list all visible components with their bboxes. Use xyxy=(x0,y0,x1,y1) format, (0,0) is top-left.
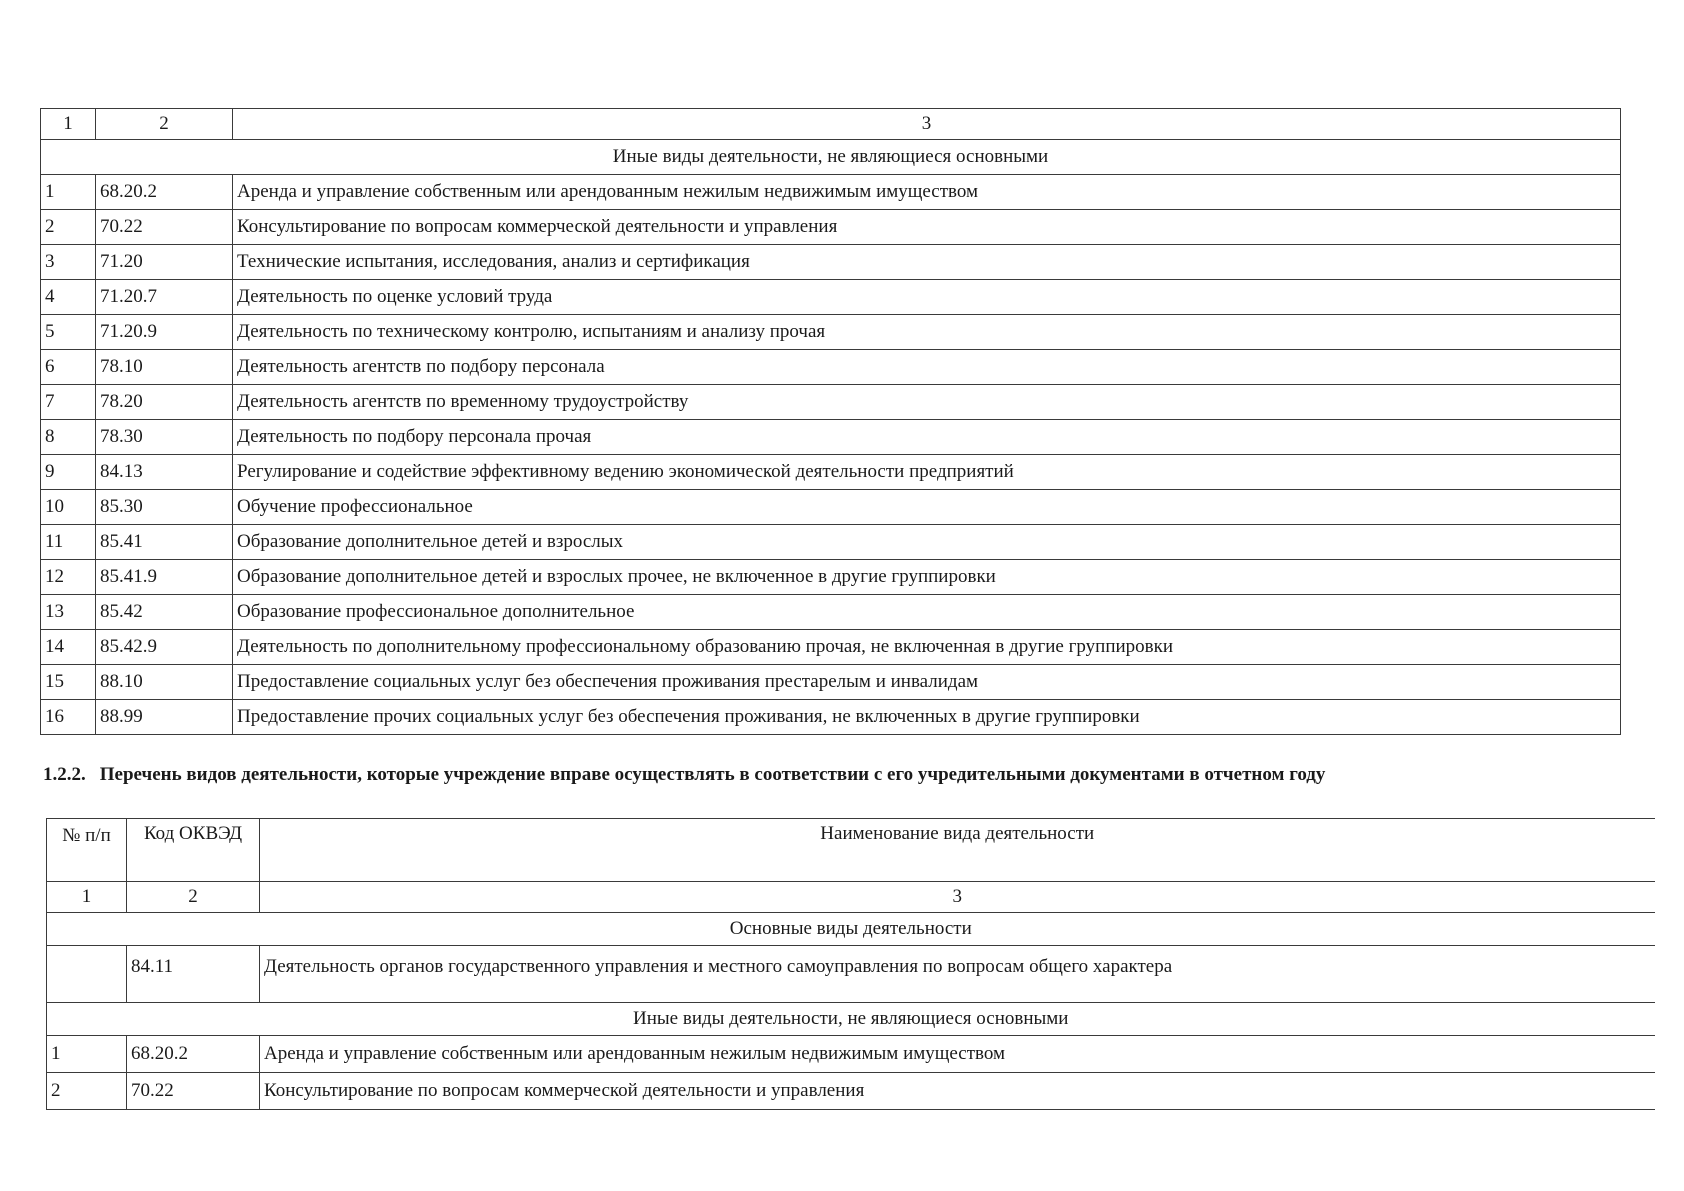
table-row xyxy=(41,245,1621,280)
row-okved-code: 78.10 xyxy=(96,350,233,385)
column-number-1: 1 xyxy=(41,109,96,140)
table-row xyxy=(41,700,1621,735)
column-number-3: 3 xyxy=(260,882,1655,913)
row-okved-code: 70.22 xyxy=(127,1073,260,1110)
section-heading xyxy=(43,764,1325,786)
row-okved-code: 85.42 xyxy=(96,595,233,630)
row-number: 6 xyxy=(41,350,96,385)
section-row-other-activities xyxy=(41,140,1621,175)
row-okved-code: 68.20.2 xyxy=(96,175,233,210)
activities-table xyxy=(46,818,1655,1110)
row-activity-name: Деятельность органов государственного управления и местного самоуправления по вопросам общего характера xyxy=(260,946,1655,1003)
row-okved-code: 78.20 xyxy=(96,385,233,420)
table-row xyxy=(47,946,1655,1003)
table-row xyxy=(41,280,1621,315)
section-title: Перечень видов деятельности, которые учреждение вправе осуществлять в соответствии с его учредительными документами в отчетном году xyxy=(99,764,1326,785)
row-number: 12 xyxy=(41,560,96,595)
table-row xyxy=(41,210,1621,245)
row-activity-name: Аренда и управление собственным или арендованным нежилым недвижимым имуществом xyxy=(233,175,1621,210)
row-activity-name: Деятельность по техническому контролю, испытаниям и анализу прочая xyxy=(233,315,1621,350)
row-number: 1 xyxy=(47,1036,127,1073)
row-number xyxy=(47,946,127,1003)
row-okved-code: 84.13 xyxy=(96,455,233,490)
head-okved-code: Код ОКВЭД xyxy=(127,819,260,882)
section-row-main-activities xyxy=(47,913,1655,946)
table-row xyxy=(41,595,1621,630)
row-activity-name: Образование профессиональное дополнительное xyxy=(233,595,1621,630)
table-row xyxy=(41,560,1621,595)
column-number-2: 2 xyxy=(96,109,233,140)
table-row xyxy=(41,420,1621,455)
head-activity-name: Наименование вида деятельности xyxy=(260,819,1655,882)
row-activity-name: Регулирование и содействие эффективному ведению экономической деятельности предприятий xyxy=(233,455,1621,490)
activities-table-continued xyxy=(40,108,1621,735)
row-okved-code: 71.20.7 xyxy=(96,280,233,315)
section-title-other-activities: Иные виды деятельности, не являющиеся основными xyxy=(41,140,1621,175)
column-number-3: 3 xyxy=(233,109,1621,140)
column-number-1: 1 xyxy=(47,882,127,913)
row-number: 7 xyxy=(41,385,96,420)
row-okved-code: 70.22 xyxy=(96,210,233,245)
row-number: 16 xyxy=(41,700,96,735)
table-row xyxy=(41,665,1621,700)
section-title-main-activities: Основные виды деятельности xyxy=(47,913,1655,946)
section-title-other-activities: Иные виды деятельности, не являющиеся основными xyxy=(47,1003,1655,1036)
row-number: 8 xyxy=(41,420,96,455)
row-activity-name: Деятельность по подбору персонала прочая xyxy=(233,420,1621,455)
column-number-row xyxy=(41,109,1621,140)
row-number: 11 xyxy=(41,525,96,560)
row-number: 5 xyxy=(41,315,96,350)
row-number: 13 xyxy=(41,595,96,630)
row-number: 2 xyxy=(41,210,96,245)
row-okved-code: 88.10 xyxy=(96,665,233,700)
section-row-other-activities xyxy=(47,1003,1655,1036)
row-okved-code: 71.20.9 xyxy=(96,315,233,350)
row-activity-name: Предоставление прочих социальных услуг без обеспечения проживания, не включенных в другие группировки xyxy=(233,700,1621,735)
row-activity-name: Образование дополнительное детей и взрослых прочее, не включенное в другие группировки xyxy=(233,560,1621,595)
row-number: 9 xyxy=(41,455,96,490)
row-number: 10 xyxy=(41,490,96,525)
row-okved-code: 71.20 xyxy=(96,245,233,280)
row-activity-name: Деятельность агентств по подбору персонала xyxy=(233,350,1621,385)
row-okved-code: 85.41 xyxy=(96,525,233,560)
row-okved-code: 85.41.9 xyxy=(96,560,233,595)
row-activity-name: Технические испытания, исследования, анализ и сертификация xyxy=(233,245,1621,280)
row-number: 1 xyxy=(41,175,96,210)
row-activity-name: Консультирование по вопросам коммерческой деятельности и управления xyxy=(233,210,1621,245)
row-activity-name: Деятельность по дополнительному профессиональному образованию прочая, не включенная в другие группировки xyxy=(233,630,1621,665)
row-number: 3 xyxy=(41,245,96,280)
row-number: 15 xyxy=(41,665,96,700)
head-number: № п/п xyxy=(47,819,127,882)
table-head-row xyxy=(47,819,1655,882)
table-row xyxy=(47,1073,1655,1110)
row-okved-code: 78.30 xyxy=(96,420,233,455)
table-row xyxy=(41,455,1621,490)
table-row xyxy=(41,490,1621,525)
row-activity-name: Деятельность по оценке условий труда xyxy=(233,280,1621,315)
row-number: 4 xyxy=(41,280,96,315)
row-okved-code: 85.42.9 xyxy=(96,630,233,665)
column-number-2: 2 xyxy=(127,882,260,913)
table-row xyxy=(41,385,1621,420)
row-activity-name: Предоставление социальных услуг без обеспечения проживания престарелым и инвалидам xyxy=(233,665,1621,700)
row-activity-name: Аренда и управление собственным или арендованным нежилым недвижимым имуществом xyxy=(260,1036,1655,1073)
row-activity-name: Обучение профессиональное xyxy=(233,490,1621,525)
row-activity-name: Образование дополнительное детей и взрослых xyxy=(233,525,1621,560)
column-number-row xyxy=(47,882,1655,913)
row-activity-name: Консультирование по вопросам коммерческой деятельности и управления xyxy=(260,1073,1655,1110)
table-row xyxy=(41,525,1621,560)
section-number: 1.2.2. xyxy=(43,764,86,785)
row-okved-code: 88.99 xyxy=(96,700,233,735)
row-number: 2 xyxy=(47,1073,127,1110)
row-activity-name: Деятельность агентств по временному трудоустройству xyxy=(233,385,1621,420)
table-row xyxy=(41,350,1621,385)
table-row xyxy=(41,315,1621,350)
table-row xyxy=(41,630,1621,665)
row-okved-code: 85.30 xyxy=(96,490,233,525)
table-row xyxy=(41,175,1621,210)
row-okved-code: 68.20.2 xyxy=(127,1036,260,1073)
row-number: 14 xyxy=(41,630,96,665)
row-okved-code: 84.11 xyxy=(127,946,260,1003)
table-row xyxy=(47,1036,1655,1073)
